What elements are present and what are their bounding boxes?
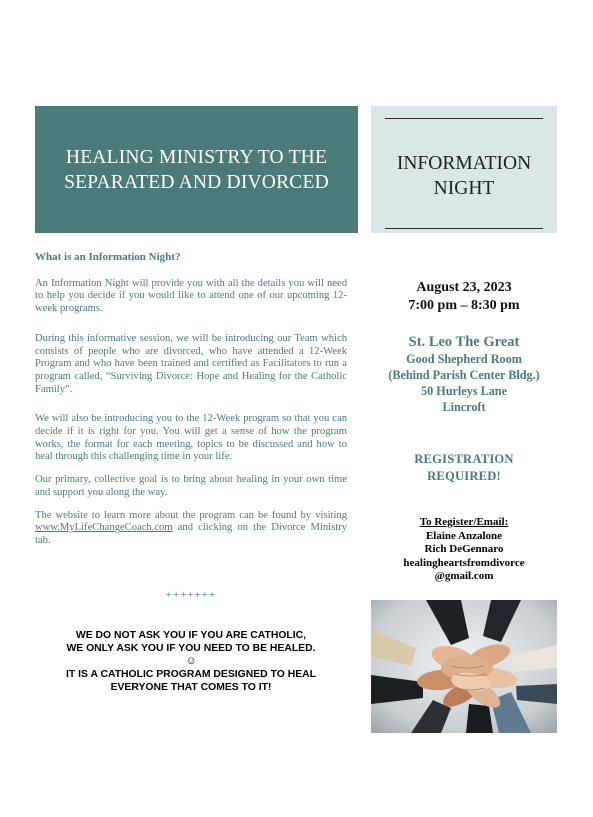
- location-room: Good Shepherd Room: [406, 352, 522, 366]
- paragraph-goal: Our primary, collective goal is to bring about healing in your own time and support you along the way.: [35, 474, 347, 498]
- website-link[interactable]: www.MyLifeChangeCoach.com: [35, 522, 173, 534]
- location-city: Lincroft: [442, 400, 486, 414]
- event-datetime: [371, 279, 557, 315]
- website-text-after: and clicking on the Divorce Ministry tab.: [35, 522, 347, 546]
- stacked-hands-photo: [371, 600, 557, 733]
- location-room-detail: (Behind Parish Center Bldg.): [388, 368, 540, 382]
- notice-block: [35, 629, 347, 694]
- title-line-1: HEALING MINISTRY TO THE: [65, 146, 328, 168]
- contact-name-1: Elaine Anzalone: [425, 529, 503, 542]
- title-line-2: SEPARATED AND DIVORCED: [64, 171, 329, 193]
- section-heading: What is an Information Night?: [35, 251, 181, 263]
- description-column: [35, 251, 347, 558]
- website-text-before: The website to learn more about the program can be found by visiting: [35, 509, 347, 521]
- contact-email-line-2[interactable]: @gmail.com: [434, 570, 494, 582]
- registration-line-1: REGISTRATION: [414, 452, 514, 466]
- flyer-title: [64, 145, 329, 195]
- info-line-2: NIGHT: [433, 178, 495, 199]
- info-line-1: INFORMATION: [396, 153, 532, 174]
- registration-notice: [371, 451, 557, 484]
- paragraph-intro: An Information Night will provide you with all the details you will need to help you decide if you would like to attend one of our upcoming 12-week programs.: [35, 277, 347, 315]
- information-night-title: [371, 151, 557, 201]
- paragraph-team: During this informative session, we will be introducing our Team which consists of people who are divorced, who have attended a 12-Week Program and who have been trained and certified as Facilitators to run a program called, “Surviving Divorce: Hope and Healing for the Catholic Family”.: [35, 332, 347, 395]
- separator: +++++++: [165, 589, 217, 601]
- paragraph-website: [35, 510, 347, 548]
- contact-name-2: Rich DeGennaro: [424, 543, 504, 555]
- title-banner: [35, 106, 358, 233]
- event-time: 7:00 pm – 8:30 pm: [408, 298, 520, 313]
- location-name: St. Leo The Great: [408, 334, 520, 350]
- information-night-banner: [371, 106, 557, 233]
- contact-email-line-1[interactable]: healingheartsfromdivorce: [403, 556, 525, 569]
- smiley-icon: ☺: [185, 655, 197, 667]
- banner-bottom-rule: [385, 228, 543, 229]
- stacked-hands-icon: [371, 600, 557, 733]
- event-date: August 23, 2023: [416, 280, 512, 295]
- notice-line-1: WE DO NOT ASK YOU IF YOU ARE CATHOLIC,: [75, 630, 307, 641]
- contact-label: To Register/Email:: [419, 516, 509, 528]
- event-location: [371, 333, 557, 415]
- paragraph-program: We will also be introducing you to the 12-Week program so that you can decide if it is right for you. You will get a sense of how the program works, the format for each meeting, topics to be discussed and how to heal through this challenging time in your life.: [35, 413, 347, 463]
- notice-line-2: WE ONLY ASK YOU IF YOU NEED TO BE HEALED.: [66, 643, 316, 654]
- banner-top-rule: [385, 118, 543, 119]
- notice-line-3: IT IS A CATHOLIC PROGRAM DESIGNED TO HEAL: [66, 669, 316, 680]
- notice-line-4: EVERYONE THAT COMES TO IT!: [110, 682, 272, 693]
- location-address: 50 Hurleys Lane: [421, 384, 507, 398]
- contact-block: [371, 516, 557, 584]
- registration-line-2: REQUIRED!: [427, 468, 501, 483]
